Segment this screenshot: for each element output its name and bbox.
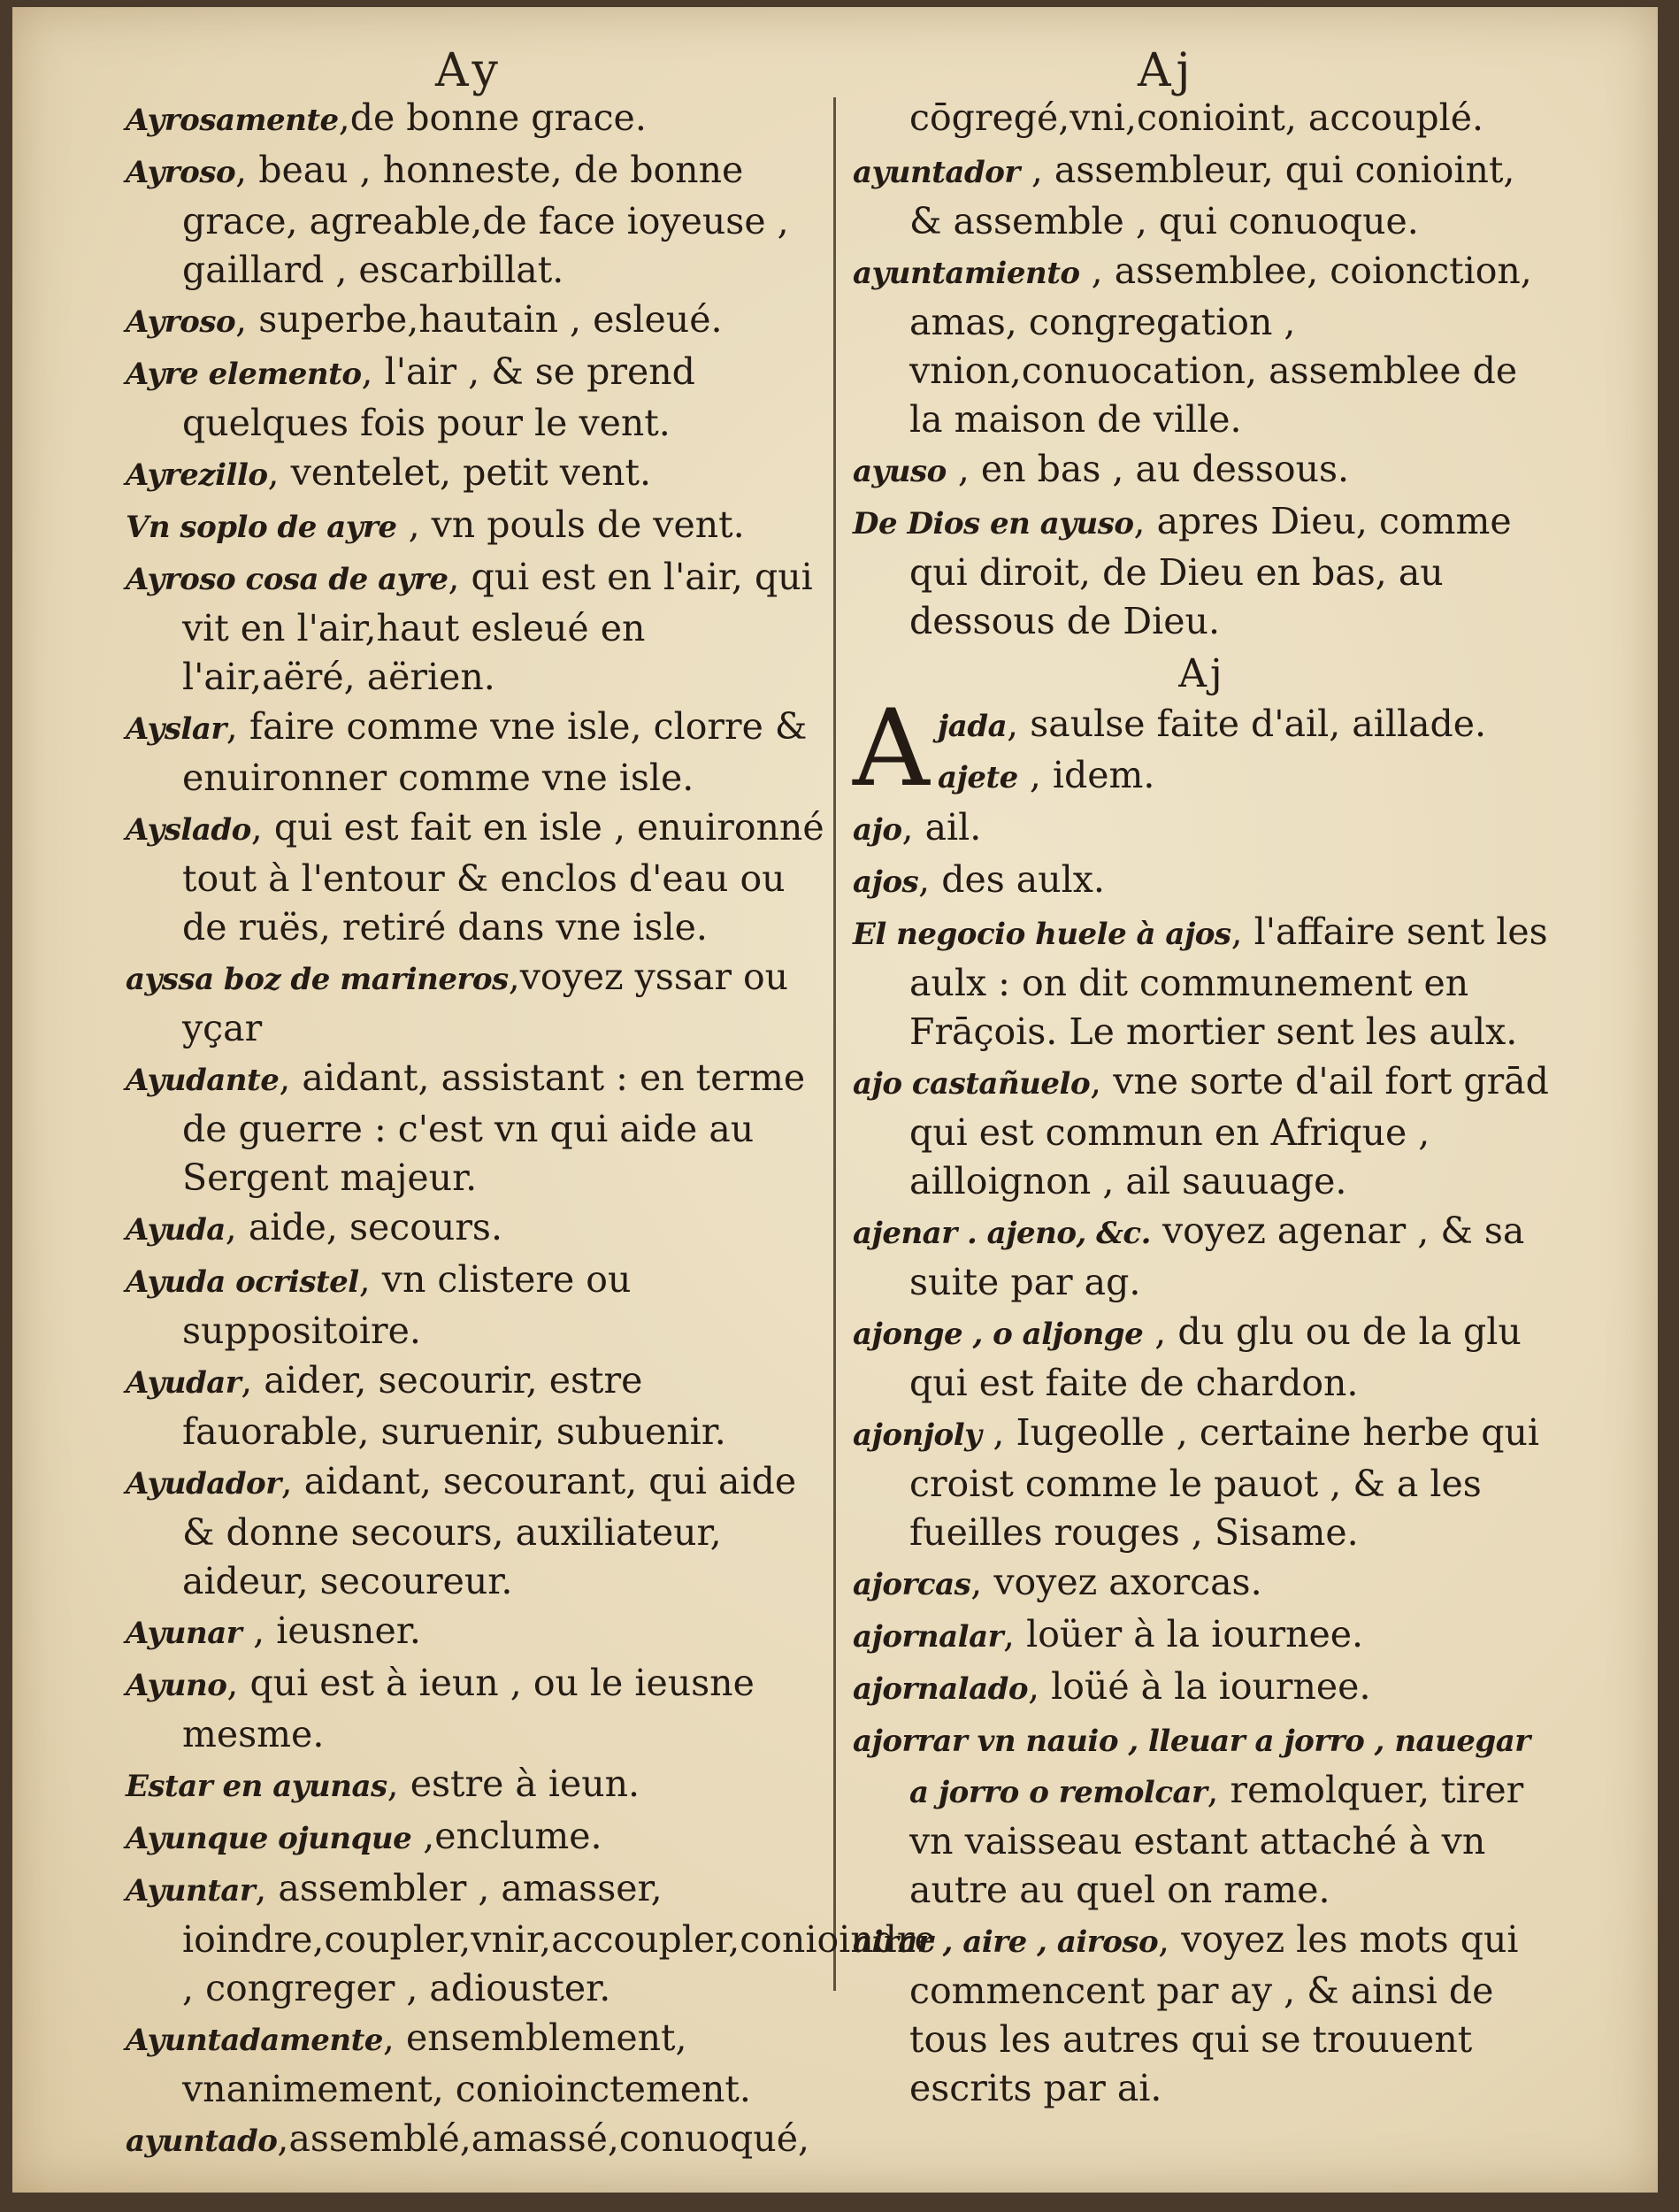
- entry-definition: ,assemblé,amassé,conuoqué,: [277, 2117, 810, 2160]
- entry-definition: , aidant, assistant : en terme de guerre : c'est vn qui aide au Sergent majeur.: [182, 1056, 806, 1199]
- entry-headword: Ayudar: [126, 1365, 242, 1401]
- entry-headword: ajornalar: [853, 1619, 1004, 1655]
- dictionary-entry: [126, 501, 824, 552]
- entry-headword: Ayroso: [126, 155, 236, 190]
- entry-definition: , qui est en l'air, qui vit en l'air,haut esleué en l'air,aëré, aërien.: [182, 556, 813, 698]
- subsection-heading: Aj: [1178, 651, 1226, 696]
- entry-definition: , ventelet, petit vent.: [267, 451, 652, 494]
- entry-headword: ajonge , o aljonge: [853, 1317, 1144, 1352]
- entry-headword: jada: [938, 709, 1008, 744]
- entry-headword: Ayrezillo: [126, 457, 268, 493]
- entry-headword: El negocio huele à ajos: [853, 917, 1231, 952]
- dictionary-entry: [126, 1760, 824, 1811]
- entry-headword: ajos: [853, 864, 919, 900]
- entry-headword: ajornalado: [853, 1671, 1029, 1707]
- entry-definition: , qui est à ieun , ou le ieusne mesme.: [182, 1662, 755, 1755]
- dropcap-entry: [853, 687, 1552, 810]
- dictionary-entry: [126, 296, 824, 347]
- entry-definition: , vn clistere ou suppositoire.: [182, 1258, 632, 1352]
- entry-headword: Ayuda: [126, 1212, 226, 1248]
- dictionary-entry: [126, 703, 824, 803]
- dictionary-entry: [126, 1457, 824, 1606]
- entry-definition: , vn pouls de vent.: [396, 503, 745, 546]
- entry-definition: ,de bonne grace.: [338, 96, 647, 139]
- entry-headword: Estar en ayunas: [126, 1769, 387, 1804]
- entry-headword: ayssa boz de marineros: [126, 962, 509, 997]
- entry-headword: Ayunar: [126, 1616, 242, 1651]
- entry-definition: , voyez les mots qui commencent par ay , & ainsi de tous les autres qui se trouuent escrits par ai.: [909, 1918, 1519, 2109]
- entry-definition: , beau , honneste, de bonne grace, agreable,de face ioyeuse , gaillard , escarbillat.: [182, 149, 789, 291]
- dictionary-entry: [853, 1558, 1552, 1609]
- entry-headword: ayuntado: [126, 2124, 278, 2159]
- dictionary-entry: [853, 1308, 1552, 1408]
- dictionary-entry: [126, 94, 824, 145]
- running-head-right: Aj: [1138, 44, 1196, 97]
- dictionary-entry: [126, 1256, 824, 1356]
- entry-definition: , l'affaire sent les aulx : on dit communement en Frāçois. Le mortier sent les aulx.: [909, 910, 1548, 1053]
- entry-headword: ayuso: [853, 454, 947, 489]
- column-divider: [833, 97, 836, 1991]
- dictionary-entry: [126, 953, 824, 1053]
- entry-headword: Ayudante: [126, 1063, 280, 1098]
- entry-definition: , saulse faite d'ail, aillade.: [1007, 703, 1487, 745]
- entry-headword: ajete: [938, 760, 1018, 795]
- dictionary-entry: [853, 94, 1552, 145]
- dictionary-entry: [126, 348, 824, 448]
- entry-headword: Ayudador: [126, 1466, 281, 1502]
- entry-definition: , ensemblement, vnanimement, conioinctement.: [182, 2016, 751, 2110]
- entry-definition: , du glu ou de la glu qui est faite de chardon.: [909, 1310, 1522, 1404]
- entry-definition: , ieusner.: [242, 1609, 421, 1652]
- entry-headword: ajorcas: [853, 1567, 971, 1602]
- entry-definition: , estre à ieun.: [387, 1763, 640, 1805]
- entry-headword: De Dios en ayuso: [853, 506, 1134, 541]
- entry-definition: , aide, secours.: [225, 1206, 503, 1248]
- entry-definition: , en bas , au dessous.: [946, 448, 1350, 490]
- dictionary-entry: [853, 1409, 1552, 1557]
- dictionary-entry: [853, 803, 1552, 855]
- dictionary-entry: [853, 1916, 1552, 2113]
- entry-definition: , des aulx.: [918, 858, 1105, 901]
- entry-definition: , apres Dieu, comme qui diroit, de Dieu en bas, au dessous de Dieu.: [909, 500, 1512, 642]
- entry-headword: Ayuntar: [126, 1873, 256, 1909]
- entry-headword: Ayuda ocristel: [126, 1264, 359, 1300]
- entry-definition: , loüé à la iournee.: [1028, 1665, 1371, 1708]
- entry-definition: , assembleur, qui conioint, & assemble , qui conuoque.: [909, 149, 1515, 242]
- book-page: [12, 7, 1658, 2193]
- dictionary-entry: [853, 1057, 1552, 1206]
- entry-headword: airar , aire , airoso: [853, 1924, 1159, 1960]
- entry-definition: ,enclume.: [411, 1815, 602, 1857]
- dictionary-entry: [126, 553, 824, 702]
- entry-definition: , vne sorte d'ail fort grād qui est commun en Afrique , ailloignon , ail sauuage.: [909, 1060, 1549, 1202]
- dictionary-entry: [853, 1610, 1552, 1662]
- entry-headword: Vn soplo de ayre: [126, 510, 397, 545]
- entry-definition: , voyez axorcas.: [970, 1561, 1262, 1603]
- entry-headword: ayuntador: [853, 155, 1020, 190]
- entry-headword: ajo castañuelo: [853, 1066, 1091, 1102]
- entry-definition: , ail.: [901, 806, 982, 849]
- entry-definition: , qui est fait en isle , enuironné tout à l'entour & enclos d'eau ou de ruës, retiré dans vne isle.: [182, 806, 824, 949]
- entry-definition: , Iugeolle , certaine herbe qui croist comme le pauot , & a les fueilles rouges , Sisame.: [909, 1411, 1540, 1554]
- entry-headword: Ayunque ojunque: [126, 1821, 412, 1856]
- dictionary-entry: [126, 146, 824, 295]
- dictionary-entry: [126, 803, 824, 952]
- entry-definition: , aidant, secourant, qui aide & donne secours, auxiliateur, aideur, secoureur.: [182, 1460, 797, 1602]
- entry-headword: Ayuno: [126, 1668, 227, 1703]
- entry-headword: Ayslar: [126, 711, 226, 747]
- right-column: [853, 94, 1552, 2114]
- entry-definition: , assemblee, coionction, amas, congregation , vnion,conuocation, assemblee de la maison de ville.: [909, 250, 1532, 441]
- entry-definition: , superbe,hautain , esleué.: [235, 298, 723, 341]
- dictionary-entry: [126, 1203, 824, 1255]
- right-column-top: [853, 94, 1552, 646]
- entry-headword: ajonjoly: [853, 1417, 982, 1453]
- dictionary-entry: [853, 1715, 1552, 1915]
- right-column-bottom: [853, 803, 1552, 2113]
- entry-definition: , assembler , amasser, ioindre,coupler,vnir,accoupler,conioindre , congreger , adiouster.: [182, 1867, 936, 2009]
- entry-headword: Ayroso: [126, 304, 236, 340]
- entry-headword: Ayre elemento: [126, 357, 362, 392]
- entry-definition: , aider, secourir, estre fauorable, suruenir, subuenir.: [182, 1359, 726, 1453]
- dictionary-entry: [126, 1812, 824, 1863]
- entry-headword: ajenar . ajeno, &c.: [853, 1216, 1151, 1251]
- dictionary-entry: [126, 2014, 824, 2114]
- dictionary-entry: [853, 445, 1552, 496]
- dictionary-entry: [126, 2115, 824, 2166]
- entry-headword: ajo: [853, 812, 902, 848]
- dictionary-entry: [853, 856, 1552, 907]
- dictionary-entry: [853, 497, 1552, 646]
- entry-definition: ,voyez yssar ou yçar: [182, 956, 789, 1049]
- entry-definition: , faire comme vne isle, clorre & enuironner comme vne isle.: [182, 705, 808, 799]
- dictionary-entry: [126, 1356, 824, 1456]
- dictionary-entry: [853, 247, 1552, 444]
- dictionary-entry: [126, 1054, 824, 1202]
- dictionary-entry: [853, 1663, 1552, 1714]
- entry-definition: , loüer à la iournee.: [1003, 1613, 1364, 1655]
- entry-definition: voyez agenar , & sa suite par ag.: [909, 1210, 1525, 1303]
- entry-headword: ayuntamiento: [853, 256, 1080, 291]
- entry-definition: , l'air , & se prend quelques fois pour le vent.: [182, 350, 695, 444]
- entry-definition: cōgregé,vni,conioint, accouplé.: [909, 96, 1484, 139]
- entry-definition: , remolquer, tirer vn vaisseau estant attaché à vn autre au quel on rame.: [909, 1769, 1524, 1911]
- dictionary-entry: [853, 146, 1552, 246]
- running-head-left: Ay: [435, 44, 503, 97]
- entry-headword: Ayrosamente: [126, 103, 339, 138]
- dictionary-entry: [126, 1607, 824, 1658]
- dictionary-entry: [853, 1207, 1552, 1307]
- entry-headword: Ayslado: [126, 812, 251, 848]
- dictionary-entry: [126, 1659, 824, 1759]
- entry-definition: , idem.: [1017, 754, 1155, 796]
- drop-cap-letter: A: [853, 687, 930, 810]
- dictionary-entry: [126, 449, 824, 500]
- dictionary-entry: [853, 908, 1552, 1056]
- dictionary-entry: [126, 1864, 936, 2013]
- entry-headword: Ayroso cosa de ayre: [126, 562, 448, 597]
- entry-headword: ajorrar vn nauio , lleuar a jorro , nauegar a jorro o remolcar: [853, 1724, 1530, 1810]
- entry-headword: Ayuntadamente: [126, 2023, 383, 2058]
